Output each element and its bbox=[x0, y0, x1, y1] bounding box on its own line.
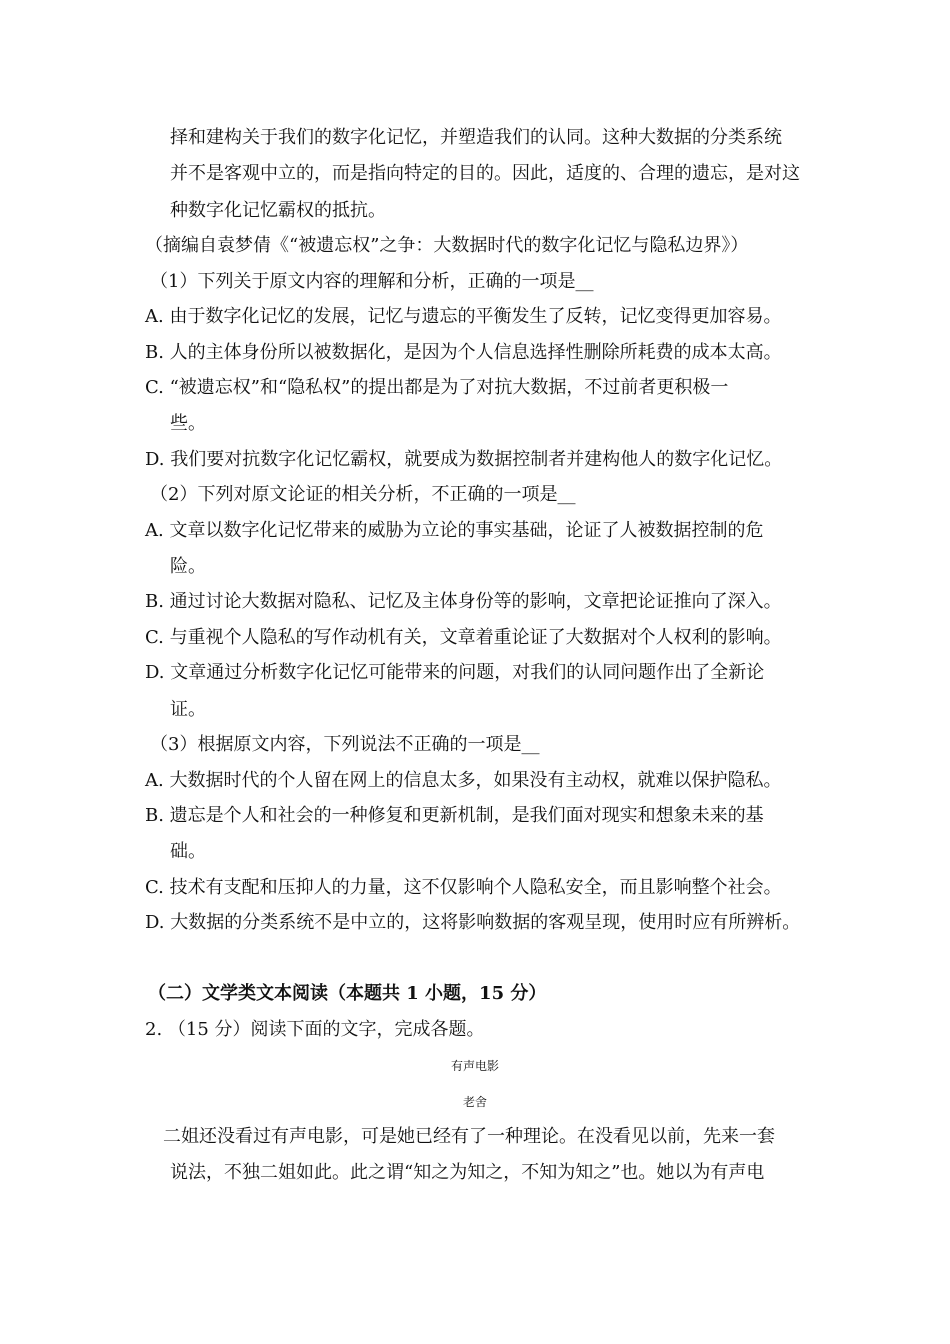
question-1-option-a: A. 由于数字化记忆的发展，记忆与遗忘的平衡发生了反转，记忆变得更加容易。 bbox=[145, 306, 782, 327]
question-2-instruction: 2. （15 分）阅读下面的文字，完成各题。 bbox=[145, 1019, 485, 1040]
continuation-line-1: 择和建构关于我们的数字化记忆，并塑造我们的认同。这种大数据的分类系统 bbox=[170, 127, 782, 148]
question-2-option-c: C. 与重视个人隐私的写作动机有关，文章着重论证了大数据对个人权利的影响。 bbox=[145, 627, 782, 648]
question-3-option-a: A. 大数据时代的个人留在网上的信息太多，如果没有主动权，就难以保护隐私。 bbox=[145, 770, 782, 791]
story-paragraph-line-1: 二姐还没看过有声电影，可是她已经有了一种理论。在没看见以前，先来一套 bbox=[163, 1126, 775, 1147]
question-3-option-d: D. 大数据的分类系统不是中立的，这将影响数据的客观呈现，使用时应有所辨析。 bbox=[145, 912, 801, 933]
question-2-option-d: D. 文章通过分析数字化记忆可能带来的问题，对我们的认同问题作出了全新论 bbox=[145, 662, 765, 683]
question-3-option-c: C. 技术有支配和压抑人的力量，这不仅影响个人隐私安全，而且影响整个社会。 bbox=[145, 877, 782, 898]
question-1-option-b: B. 人的主体身份所以被数据化，是因为个人信息选择性删除所耗费的成本太高。 bbox=[145, 342, 782, 363]
question-2-option-b: B. 通过讨论大数据对隐私、记忆及主体身份等的影响，文章把论证推向了深入。 bbox=[145, 591, 782, 612]
question-3-stem: （3）根据原文内容，下列说法不正确的一项是__ bbox=[150, 734, 540, 755]
section-heading: （二）文学类文本阅读（本题共 1 小题，15 分） bbox=[148, 983, 547, 1004]
question-2-option-a: A. 文章以数字化记忆带来的威胁为立论的事实基础，论证了人被数据控制的危 bbox=[145, 520, 764, 541]
question-3-option-b: B. 遗忘是个人和社会的一种修复和更新机制，是我们面对现实和想象未来的基 bbox=[145, 805, 764, 826]
continuation-line-2: 并不是客观中立的，而是指向特定的目的。因此，适度的、合理的遗忘，是对这 bbox=[170, 163, 800, 184]
question-2-option-a-continued: 险。 bbox=[170, 556, 206, 577]
question-1-option-d: D. 我们要对抗数字化记忆霸权，就要成为数据控制者并建构他人的数字化记忆。 bbox=[145, 449, 783, 470]
continuation-line-3: 种数字化记忆霸权的抵抗。 bbox=[170, 200, 386, 221]
source-citation: （摘编自袁梦倩《“被遗忘权”之争：大数据时代的数字化记忆与隐私边界》） bbox=[145, 235, 749, 256]
question-2-option-d-continued: 证。 bbox=[170, 699, 206, 720]
question-2-stem: （2）下列对原文论证的相关分析，不正确的一项是__ bbox=[150, 484, 576, 505]
story-author: 老舍 bbox=[462, 1095, 487, 1109]
story-title: 有声电影 bbox=[450, 1059, 499, 1073]
question-3-option-b-continued: 础。 bbox=[170, 841, 206, 862]
question-1-option-c: C. “被遗忘权”和“隐私权”的提出都是为了对抗大数据，不过前者更积极一 bbox=[145, 377, 729, 398]
question-1-stem: （1）下列关于原文内容的理解和分析，正确的一项是__ bbox=[150, 271, 594, 292]
question-1-option-c-continued: 些。 bbox=[170, 413, 206, 434]
story-paragraph-line-2: 说法，不独二姐如此。此之谓“知之为知之，不知为知之”也。她以为有声电 bbox=[170, 1162, 765, 1183]
